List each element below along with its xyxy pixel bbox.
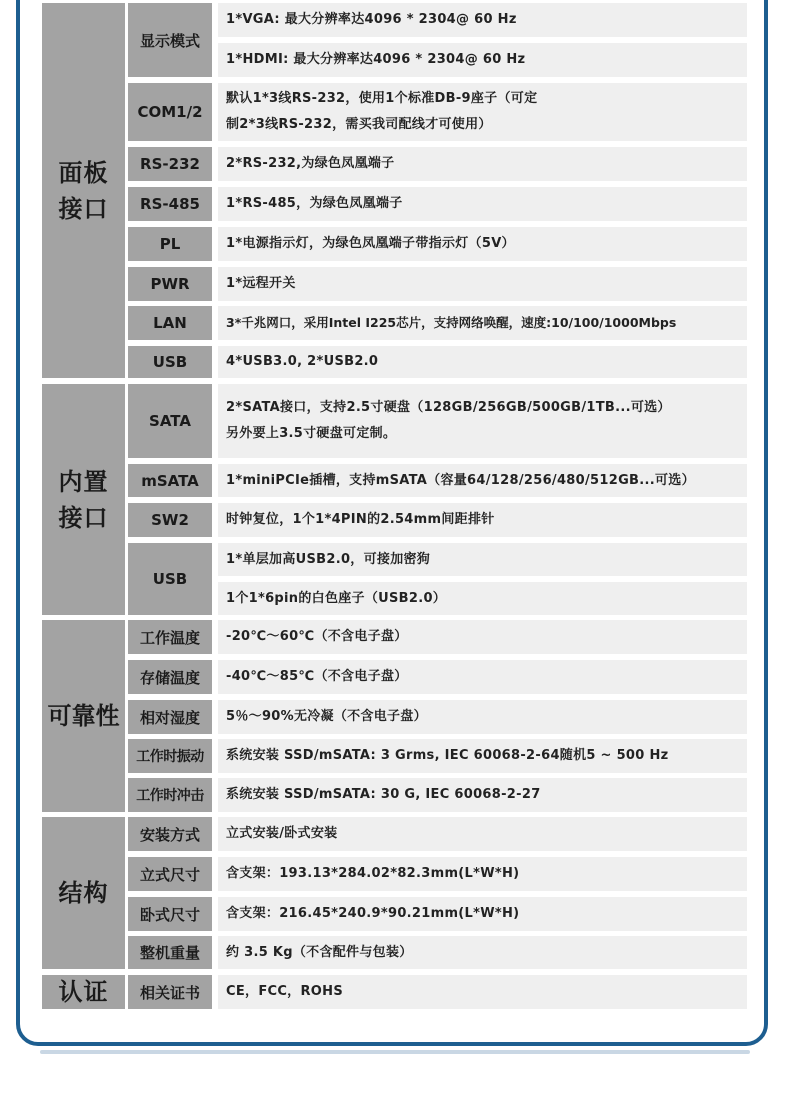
row-label-shock: 工作时冲击	[128, 778, 212, 812]
row-label-weight: 整机重量	[128, 936, 212, 969]
row-value: 1*HDMI: 最大分辨率达4096 * 2304@ 60 Hz	[218, 43, 747, 77]
row-value: 1*单层加高USB2.0，可接加密狗	[218, 543, 747, 576]
row-value: -20℃～60℃（不含电子盘）	[218, 620, 747, 654]
row-label-pwr: PWR	[128, 267, 212, 301]
row-label-pl: PL	[128, 227, 212, 261]
row-value: 1个1*6pin的白色座子（USB2.0）	[218, 582, 747, 615]
group-label: 认证	[42, 975, 125, 1009]
row-label-msata: mSATA	[128, 464, 212, 497]
row-value: 立式安装/卧式安装	[218, 817, 747, 851]
group-reliability	[42, 620, 747, 813]
row-value: 1*VGA: 最大分辨率达4096 * 2304@ 60 Hz	[218, 3, 747, 37]
group-structure	[42, 817, 747, 971]
row-label-mounting: 安装方式	[128, 817, 212, 851]
row-value: 5％～90%无冷凝（不含电子盘）	[218, 700, 747, 734]
row-label-certificates: 相关证书	[128, 975, 212, 1009]
group-label: 可靠性	[42, 620, 125, 812]
row-value: CE，FCC，ROHS	[218, 975, 747, 1009]
group-panel-interfaces	[42, 0, 747, 380]
row-label-lan: LAN	[128, 306, 212, 340]
group-label: 结构	[42, 817, 125, 969]
row-label-usb-internal: USB	[128, 543, 212, 615]
row-value: 2*SATA接口，支持2.5寸硬盘（128GB/256GB/500GB/1TB...可选） 另外要上3.5寸硬盘可定制。	[218, 384, 747, 458]
row-value: 约 3.5 Kg（不含配件与包装）	[218, 936, 747, 969]
row-value: 1*miniPCIe插槽，支持mSATA（容量64/128/256/480/512GB...可选）	[218, 464, 747, 497]
row-label-vibration: 工作时振动	[128, 739, 212, 773]
row-label-com: COM1/2	[128, 83, 212, 141]
row-label-sata: SATA	[128, 384, 212, 458]
group-label: 面板 接口	[42, 3, 125, 378]
row-value: 1*远程开关	[218, 267, 747, 301]
row-label-rs485: RS-485	[128, 187, 212, 221]
group-internal-interfaces	[42, 384, 747, 616]
row-value: 含支架：216.45*240.9*90.21mm(L*W*H)	[218, 897, 747, 931]
row-value: 时钟复位，1个1*4PIN的2.54mm间距排针	[218, 503, 747, 537]
group-certification	[42, 975, 747, 1009]
frame-bottom-shadow	[40, 1050, 750, 1054]
row-value: 1*RS-485，为绿色凤凰端子	[218, 187, 747, 221]
row-label-usb: USB	[128, 346, 212, 378]
row-label-work-temp: 工作温度	[128, 620, 212, 654]
row-value: 系统安装 SSD/mSATA: 30 G, IEC 60068-2-27	[218, 778, 747, 812]
row-label-humidity: 相对湿度	[128, 700, 212, 734]
row-value: 系统安装 SSD/mSATA: 3 Grms, IEC 60068-2-64随机5 ~ 500 Hz	[218, 739, 747, 773]
row-label-horizontal-size: 卧式尺寸	[128, 897, 212, 931]
row-label-display: 显示模式	[128, 3, 212, 77]
row-value: 1*电源指示灯，为绿色凤凰端子带指示灯（5V）	[218, 227, 747, 261]
row-label-rs232: RS-232	[128, 147, 212, 181]
row-label-storage-temp: 存储温度	[128, 660, 212, 694]
row-value: 含支架：193.13*284.02*82.3mm(L*W*H)	[218, 857, 747, 891]
row-label-sw2: SW2	[128, 503, 212, 537]
row-label-vertical-size: 立式尺寸	[128, 857, 212, 891]
row-value: 2*RS-232,为绿色凤凰端子	[218, 147, 747, 181]
group-label: 内置 接口	[42, 384, 125, 615]
row-value: -40℃～85℃（不含电子盘）	[218, 660, 747, 694]
row-value: 3*千兆网口，采用Intel I225芯片，支持网络唤醒，速度:10/100/1000Mbps	[218, 306, 747, 340]
row-value: 默认1*3线RS-232，使用1个标准DB-9座子（可定 制2*3线RS-232，需买我司配线才可使用）	[218, 83, 747, 141]
row-value: 4*USB3.0, 2*USB2.0	[218, 346, 747, 378]
